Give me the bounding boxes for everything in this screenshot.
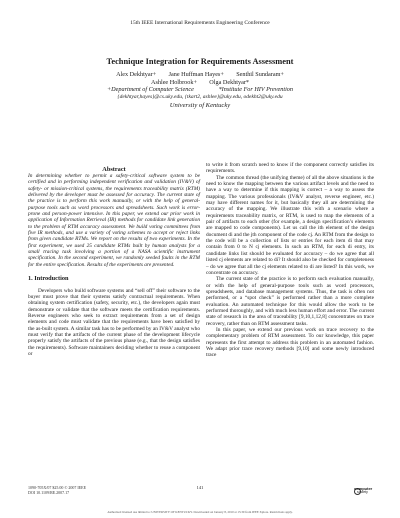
authorized-use-note: Authorized licensed use limited to: UNIVERSITY OF KENTUCKY. Downloaded on January 8, 2010 at 15:39 from IEEE Xplore. Restrictions apply. bbox=[107, 510, 293, 514]
conference-header: 15th IEEE International Requirements Engineering Conference bbox=[130, 20, 270, 26]
right-paragraph-1: to write it from scratch need to know if the component correctly satisfies its requirements. bbox=[206, 162, 374, 175]
abstract-heading: Abstract bbox=[102, 166, 126, 173]
right-paragraph-3: The current state of the practice is to perform such evaluation manually, or with the help of general-purpose tools such as word processors, spreadsheets, and database management systems. Thus, the task is often not performed, or a “spot check” is performed rather than a more complete evaluation. An automated technique for this would allow the work to be performed thoroughly, and with much less human effort and error. The current state of research in the area of traceability [9,10,1,12,8] concentrates on trace recovery, rather than on RTM assessment tasks. bbox=[206, 276, 374, 327]
author-block bbox=[20, 71, 380, 110]
author-row-1: Alex Dekhtyar+ Jane Huffman Hayes+ Senthil Sundaram+ bbox=[116, 71, 284, 78]
computer-society-logo bbox=[354, 482, 378, 496]
author-emails: {dekhtyar,hayes}@cs.uky.edu, {tkart2, ashlee}@uky.edu, odekht2@uky.edu bbox=[117, 94, 283, 101]
author-row-2: Ashlee Holbrook+ Olga Dekhtyar* bbox=[151, 78, 249, 86]
intro-paragraph-1: Developers who build software systems and “sell off” their software to the buyer must prove that their systems satisfy contractual requirements. When obtaining system certification (safety, security, etc.), the developers again must demonstrate or validate that the software meets the certification requirements. Reverse engineers who seek to extract requirements from a set of design elements and code must validate that the requirements have been satisfied by the as-built system. A similar task has to be performed by an IV&V analyst who must verify that the artifacts of the current phase of the development lifecycle properly satisfy the artifacts of the previous phase (e.g., that the design satisfies the requirements). Software maintainers deciding whether to reuse a component or bbox=[28, 287, 200, 357]
footer-doi: DOI 10.1109/RE.2007.17 bbox=[28, 490, 70, 495]
footer-isbn: 1090-705X/07 $25.00 © 2007 IEEE bbox=[28, 485, 87, 490]
author-affiliations: +Department of Computer Science *Institute For HIV Prevention bbox=[107, 86, 293, 94]
left-column bbox=[28, 173, 200, 357]
logo-text-computer: computer bbox=[354, 486, 373, 491]
right-paragraph-2: The common thread (the unifying theme) of all the above situations is the need to know the mapping between the various artifact levels and the need to have a way to determine if this mapping is correct – a way to assess the mapping. The various professionals (IV&V analyst, reverse engineer, etc.) may have different names for it, but basically they all are determining the accuracy of the mapping. We illustrate this with a scenario where a requirements traceability matrix, or RTM, is used to map the elements of a pair of artifacts to each other (for example, a design specification’s elements are mapped to code components). Let us call the ith element of the design document di and the jth component of the code cj. An RTM from the design to the code will be a collection of lists or entries for each item di that may contain from 0 to N cj elements. In such an RTM, for each di entry, its candidate links list should be evaluated for accuracy – do we agree that all listed cj elements are related to di? It should also be checked for completeness – do we agree that all the cj elements related to di are listed? In this work, we concentrate on accuracy. bbox=[206, 174, 374, 276]
page-number: 141 bbox=[196, 485, 204, 490]
logo-text-society: society bbox=[357, 490, 368, 494]
intro-heading: 1. Introduction bbox=[28, 275, 69, 283]
paper-title: Technique Integration for Requirements Assessment bbox=[106, 57, 294, 66]
right-column bbox=[206, 162, 374, 359]
right-paragraph-4: In this paper, we extend our previous work on trace recovery to the complementary problem of RTM assessment. To our knowledge, this paper represents the first attempt to address this problem in an automated fashion. We adapt prior trace recovery methods [9,10] and some newly introduced trace bbox=[206, 326, 374, 359]
author-university: University of Kentucky bbox=[169, 101, 231, 109]
abstract-text: In determining whether to permit a safety-critical software system to be certified and in performing independent verification and validation (IV&V) of safety- or mission-critical systems, the requirements traceability matrix (RTM) delivered by the developer must be assessed for accuracy. The current state of the practice is to perform this work manually, or with the help of general-purpose tools such as word processors and spreadsheets. Such work is error-prone and person-power intensive. In this paper, we extend our prior work in application of Information Retrieval (IR) methods for candidate link generation to the problem of RTM accuracy assessment. We build voting committees from five IR methods, and use a variety of voting schemes to accept or reject links from given candidate RTMs. We report on the results of two experiments. In the first experiment, we used 25 candidate RTMs built by human analysts for a small tracing task involving a portion of a NASA scientific instrument specification. In the second experiment, we randomly seeded faults in the RTM for the entire specification. Results of the experiments are presented. bbox=[28, 173, 200, 268]
